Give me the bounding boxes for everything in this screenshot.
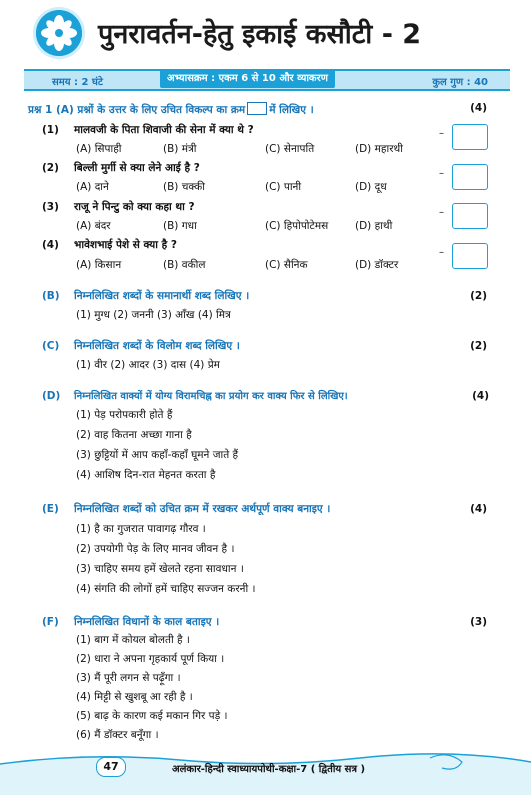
section-e-heading: निम्नलिखित शब्दों को उचित क्रम में रखकर अर्थपूर्ण वाक्य बनाइए । — [74, 503, 331, 515]
answer-box[interactable] — [452, 203, 488, 229]
syllabus-label: अभ्यासक्रम : एकम 6 से 10 और व्याकरण — [160, 70, 335, 88]
list-item: (3) चाहिए समय हमें खेलते रहना सावधान । — [76, 563, 244, 575]
list-item: (4) संगति की लोगों हमें चाहिए सज्जन करनी । — [76, 583, 256, 595]
mcq-number: (2) — [42, 162, 59, 174]
total-marks-label: कुल गुण : 40 — [432, 77, 488, 88]
section-f-label: (F) — [42, 616, 59, 628]
q1-heading-text: प्रश्न 1 (A) प्रश्नों के उत्तर के लिए उचित विकल्प का क्रम — [28, 104, 246, 116]
section-f-heading: निम्नलिखित विधानों के काल बताइए । — [74, 616, 220, 628]
mcq-option: (D) महारथी — [355, 143, 403, 155]
list-item: (6) मैं डॉक्टर बनूँगा । — [76, 729, 159, 741]
q1-heading — [28, 102, 314, 117]
dash: – — [439, 128, 444, 139]
mcq-question: भावेशभाई पेशे से क्या है ? — [74, 239, 177, 251]
list-item: (4) मिट्टी से खुशबू आ रही है । — [76, 691, 193, 703]
mcq-option: (D) दूध — [355, 181, 387, 193]
q1-marks: (4) — [470, 102, 487, 114]
mcq-option: (A) किसान — [76, 259, 122, 271]
section-d-marks: (4) — [472, 390, 489, 402]
answer-box[interactable] — [452, 124, 488, 150]
flower-logo-icon — [36, 10, 82, 56]
section-b-items: (1) मुग्ध (2) जननी (3) आँख (4) मित्र — [76, 309, 231, 321]
mcq-number: (1) — [42, 124, 59, 136]
answer-box[interactable] — [452, 164, 488, 190]
mcq-option: (B) चक्की — [163, 181, 205, 193]
mcq-option: (C) सेनापति — [265, 143, 315, 155]
list-item: (1) पेड़ परोपकारी होते हैं — [76, 409, 173, 421]
section-c-marks: (2) — [470, 340, 487, 352]
list-item: (2) उपयोगी पेड़ के लिए मानव जीवन है । — [76, 543, 235, 555]
mcq-option: (D) हाथी — [355, 220, 393, 232]
mcq-question: राजू ने पिन्टु को क्या कहा था ? — [74, 201, 195, 213]
time-label: समय : 2 घंटे — [52, 77, 103, 88]
q1-heading-tail: में लिखिए । — [269, 104, 314, 116]
mcq-option: (C) सैनिक — [265, 259, 308, 271]
dash: – — [439, 247, 444, 258]
list-item: (1) बाग में कोयल बोलती है । — [76, 634, 190, 646]
mcq-option: (D) डॉक्टर — [355, 259, 399, 271]
mcq-option: (B) मंत्री — [163, 143, 197, 155]
list-item: (2) वाह कितना अच्छा गाना है — [76, 429, 192, 441]
page-number: 47 — [96, 757, 126, 777]
section-d-heading: निम्नलिखित वाक्यों में योग्य विरामचिह्न का प्रयोग कर वाक्य फिर से लिखिए। — [74, 391, 348, 402]
mcq-question: मालवजी के पिता शिवाजी की सेना में क्या थे ? — [74, 124, 254, 136]
mcq-option: (C) पानी — [265, 181, 302, 193]
info-bar — [24, 69, 510, 91]
section-e-label: (E) — [42, 503, 59, 515]
list-item: (4) आशिष दिन-रात मेहनत करता है — [76, 469, 216, 481]
section-b-label: (B) — [42, 290, 60, 302]
mcq-option: (A) बंदर — [76, 220, 111, 232]
mcq-question: बिल्ली मुर्गी से क्या लेने आई है ? — [74, 162, 200, 174]
list-item: (3) मैं पूरी लगन से पढ़ूँगा । — [76, 672, 181, 684]
section-c-items: (1) वीर (2) आदर (3) दास (4) प्रेम — [76, 359, 220, 371]
section-d-label: (D) — [42, 390, 61, 402]
mcq-number: (3) — [42, 201, 59, 213]
mcq-option: (C) हिपोपोटेमस — [265, 220, 329, 232]
list-item: (1) है का गुजरात पावागढ़ गौरव । — [76, 523, 206, 535]
footer-text: अलंकार-हिन्दी स्वाध्यायपोथी-कक्षा-7 ( द्वितीय सत्र ) — [172, 764, 366, 775]
mcq-option: (A) सिपाही — [76, 143, 122, 155]
dash: – — [439, 207, 444, 218]
list-item: (5) बाढ़ के कारण कई मकान गिर पड़े । — [76, 710, 228, 722]
section-e-marks: (4) — [470, 503, 487, 515]
section-c-label: (C) — [42, 340, 60, 352]
list-item: (2) धारा ने अपना गृहकार्य पूर्ण किया । — [76, 653, 225, 665]
mcq-option: (B) वकील — [163, 259, 206, 271]
section-c-heading: निम्नलिखित शब्दों के विलोम शब्द लिखिए । — [74, 340, 240, 352]
section-b-marks: (2) — [470, 290, 487, 302]
list-item: (3) छुट्टियों में आप कहाँ-कहाँ घूमने जाते हैं — [76, 449, 239, 461]
mcq-option: (B) गधा — [163, 220, 197, 232]
mcq-option: (A) दाने — [76, 181, 109, 193]
section-f-marks: (3) — [470, 616, 487, 628]
dash: – — [439, 168, 444, 179]
page-title: पुनरावर्तन-हेतु इकाई कसौटी - 2 — [98, 19, 422, 50]
section-b-heading: निम्नलिखित शब्दों के समानार्थी शब्द लिखिए । — [74, 290, 250, 302]
mcq-number: (4) — [42, 239, 59, 251]
answer-box-sample — [247, 102, 267, 115]
answer-box[interactable] — [452, 243, 488, 269]
header — [0, 0, 531, 68]
